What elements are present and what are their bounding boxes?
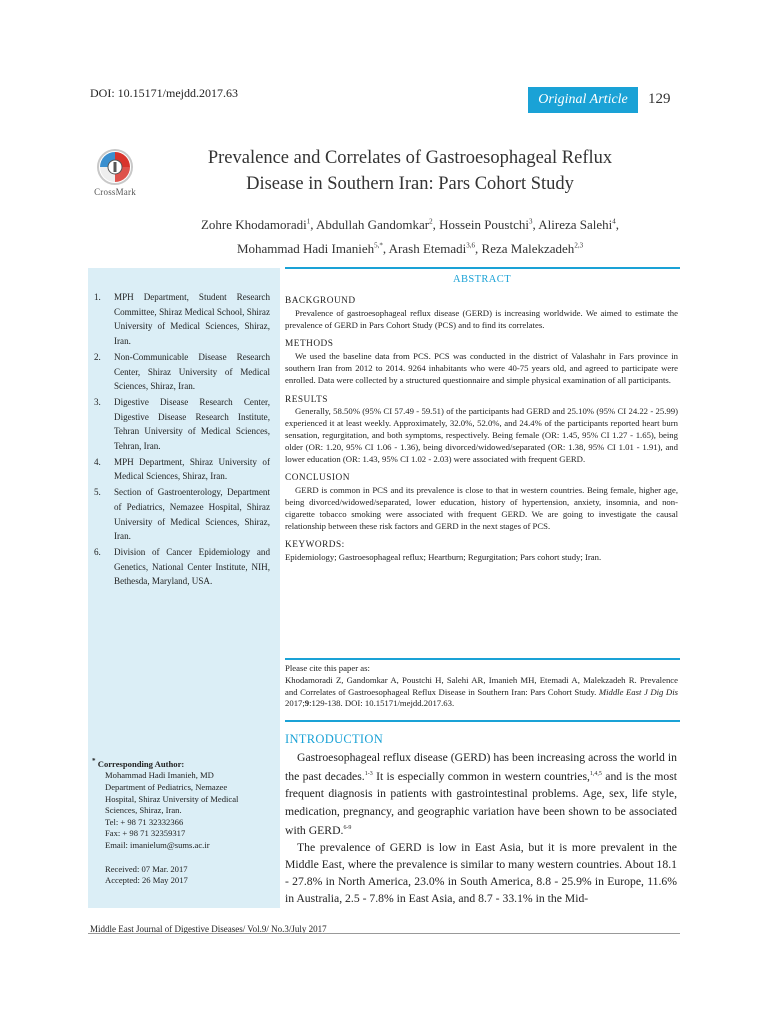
corresponding-line: Hospital, Shiraz University of Medical: [105, 793, 239, 804]
corresponding-email[interactable]: Email: imanielum@sums.ac.ir: [105, 840, 210, 851]
affiliation-item: 3. Digestive Disease Research Center, Digestive Disease Research Institute, Tehran University of Medical Sciences, Tehran, Iran.: [94, 396, 270, 452]
affiliation-item: 6. Division of Cancer Epidemiology and Genetics, National Center Institute, NIH, Bethesda, Maryland, USA.: [94, 546, 270, 587]
abstract-body: [285, 296, 678, 564]
corresponding-line: Fax: + 98 71 32359317: [105, 828, 186, 839]
affiliation-item: 5. Section of Gastroenterology, Department of Pediatrics, Nemazee Hospital, Shiraz University of Medical Sciences, Shiraz, Iran.: [94, 487, 270, 542]
affiliation-item: 4. MPH Department, Shiraz University of Medical Sciences, Shiraz, Iran.: [94, 456, 270, 482]
corresponding-line: Sciences, Shiraz, Iran.: [105, 805, 182, 816]
section-heading-methods: METHODS: [285, 339, 334, 350]
corresponding-line: Department of Pediatrics, Nemazee: [105, 782, 228, 793]
section-heading-background: BACKGROUND: [285, 296, 356, 306]
author-list: [130, 212, 690, 259]
introduction-body: [285, 749, 677, 908]
author: Mohammad Hadi Imanieh$^{5,*}$,: [236, 240, 389, 256]
citation-text: Khodamoradi Z, Gandomkar A, Poustchi H, Salehi AR, Imanieh MH, Etemadi A, Malekzadeh R. Prevalence and Correlates of Gastroesophageal Reflux Disease in Southern Iran: Pars Cohort Study.: [285, 674, 678, 697]
crossmark-icon: [96, 148, 134, 186]
citation-box: [285, 663, 678, 710]
author: Abdullah Gandomkar$^2$,: [316, 217, 440, 233]
conclusion-text: GERD is common in PCS and its prevalence is close to that in western countries. Being female, higher age, being divorced/widowed/separated, lower education, history of hypertension, anxiety, insomnia, and non-cigarette tobacco smoking were associated with frequent GERD. We are going to investigate the causal relationship between these risk factors and GERD in the next stages of PCS.: [285, 485, 678, 531]
corresponding-line: Tel: + 98 71 32332366: [105, 816, 184, 827]
author: Alireza Salehi$^4$,: [538, 217, 620, 233]
keywords-text: Epidemiology; Gastroesophageal reflux; Heartburn; Regurgitation; Pars cohort study; Iran.: [285, 552, 602, 563]
section-heading-results: RESULTS: [285, 394, 328, 405]
citation-top-rule: [285, 658, 680, 660]
citation-volume: 9: [304, 698, 310, 709]
author: Zohre Khodamoradi$^1$,: [200, 217, 317, 233]
background-text: Prevalence of gastroesophageal reflux disease (GERD) is increasing worldwide. We aimed to estimate the prevalence of GERD in Pars Cohort Study (PCS) and to find its correlates.: [285, 307, 678, 330]
page-number: 129: [648, 91, 671, 107]
intro-paragraph: Gastroesophageal reflux disease (GERD) has been increasing across the world in the past decades.$^{1-3}$ It is especially common in western countries,$^{1,4,5}$ and is the most frequent diagnosis in patients with gastrointestinal problems. Age, sex, life style, medication, pregnancy, and geographic variation have been shown to be associated with GERD.$^{6-9}$: [285, 751, 677, 837]
affiliation-item: 2. Non-Communicable Disease Research Center, Shiraz University of Medical Sciences, Shiraz, Iran.: [94, 351, 270, 392]
title-line-2: Disease in Southern Iran: Pars Cohort Study: [246, 174, 574, 194]
intro-paragraph: The prevalence of GERD is low in East Asia, but it is more prevalent in the Middle East, where the prevalence is similar to many western countries. About 18.1 - 27.8% in North America, 23.0% in South America, 8.8 - 25.9% in Europe, 11.6% in Australia, 2.5 - 7.8% in East Asia, and 8.7 - 33.1% in the Mid-: [285, 840, 677, 906]
doi[interactable]: DOI: 10.15171/mejdd.2017.63: [90, 86, 238, 100]
citation-journal: Middle East J Dig Dis: [598, 686, 678, 697]
corresponding-author: [92, 756, 272, 887]
section-heading-keywords: KEYWORDS:: [285, 540, 345, 551]
corresponding-line: Mohammad Hadi Imanieh, MD: [105, 770, 214, 781]
methods-text: We used the baseline data from PCS. PCS was conducted in the district of Valashahr in Fars province in southern Iran from 2012 to 2014. 9264 inhabitants who were 40-75 years old, and agreed to participate were enrolled. Data were collected by a structured questionnaire and simple physical examination of all participants.: [285, 351, 678, 385]
footer-rule: [88, 933, 680, 934]
citation-lead: Please cite this paper as:: [285, 663, 370, 673]
paper-title: [150, 145, 670, 197]
author: Arash Etemadi$^{3,6}$,: [388, 240, 482, 256]
affiliation-item: 1. MPH Department, Student Research Committee, Shiraz Medical School, Shiraz University of Medical Sciences, Shiraz, Iran.: [94, 292, 270, 347]
abstract-top-rule: [285, 267, 680, 269]
crossmark-badge[interactable]: [90, 148, 140, 197]
citation-year: 2017;: [285, 698, 305, 709]
citation-bottom-rule: [285, 720, 680, 722]
author: Reza Malekzadeh$^{2,3}$: [481, 240, 584, 256]
accepted-date: Accepted: 26 May 2017: [105, 875, 188, 886]
results-text: Generally, 58.50% (95% CI 57.49 - 59.51) of the participants had GERD and 25.10% (95% CI 24.22 - 25.99) experienced it at least weekly. Approximately, 32.0%, 52.0%, and 24.4% of the participants reported heart burn sensation, regurgitation, and both symptoms, respectively. Being female (OR: 1.45, 95% CI 1.27 - 1.65), being older (OR: 1.20, 95% CI 1.06 - 1.36), being divorced/widowed/separated (OR: 1.38, 95% CI 1.01 - 1.91), and lower education (OR: 1.43, 95% CI 1.02 - 2.03) were associated with frequent GERD.: [285, 406, 678, 464]
article-type-badge: Original Article: [528, 87, 638, 113]
received-date: Received: 07 Mar. 2017: [105, 863, 188, 874]
title-line-1: Prevalence and Correlates of Gastroesophageal Reflux: [207, 148, 613, 168]
crossmark-label: CrossMark: [94, 187, 136, 197]
author: Hossein Poustchi$^3$,: [439, 217, 539, 233]
citation-tail: :129-138. DOI: 10.15171/mejdd.2017.63.: [309, 698, 455, 709]
introduction-heading: INTRODUCTION: [285, 732, 384, 746]
abstract-heading: ABSTRACT: [452, 274, 512, 285]
section-heading-conclusion: CONCLUSION: [285, 473, 350, 484]
journal-footer: Middle East Journal of Digestive Diseases/ Vol.9/ No.3/July 2017: [90, 924, 327, 934]
corresponding-title: * Corresponding Author:: [92, 757, 185, 769]
affiliation-list: [92, 290, 270, 590]
